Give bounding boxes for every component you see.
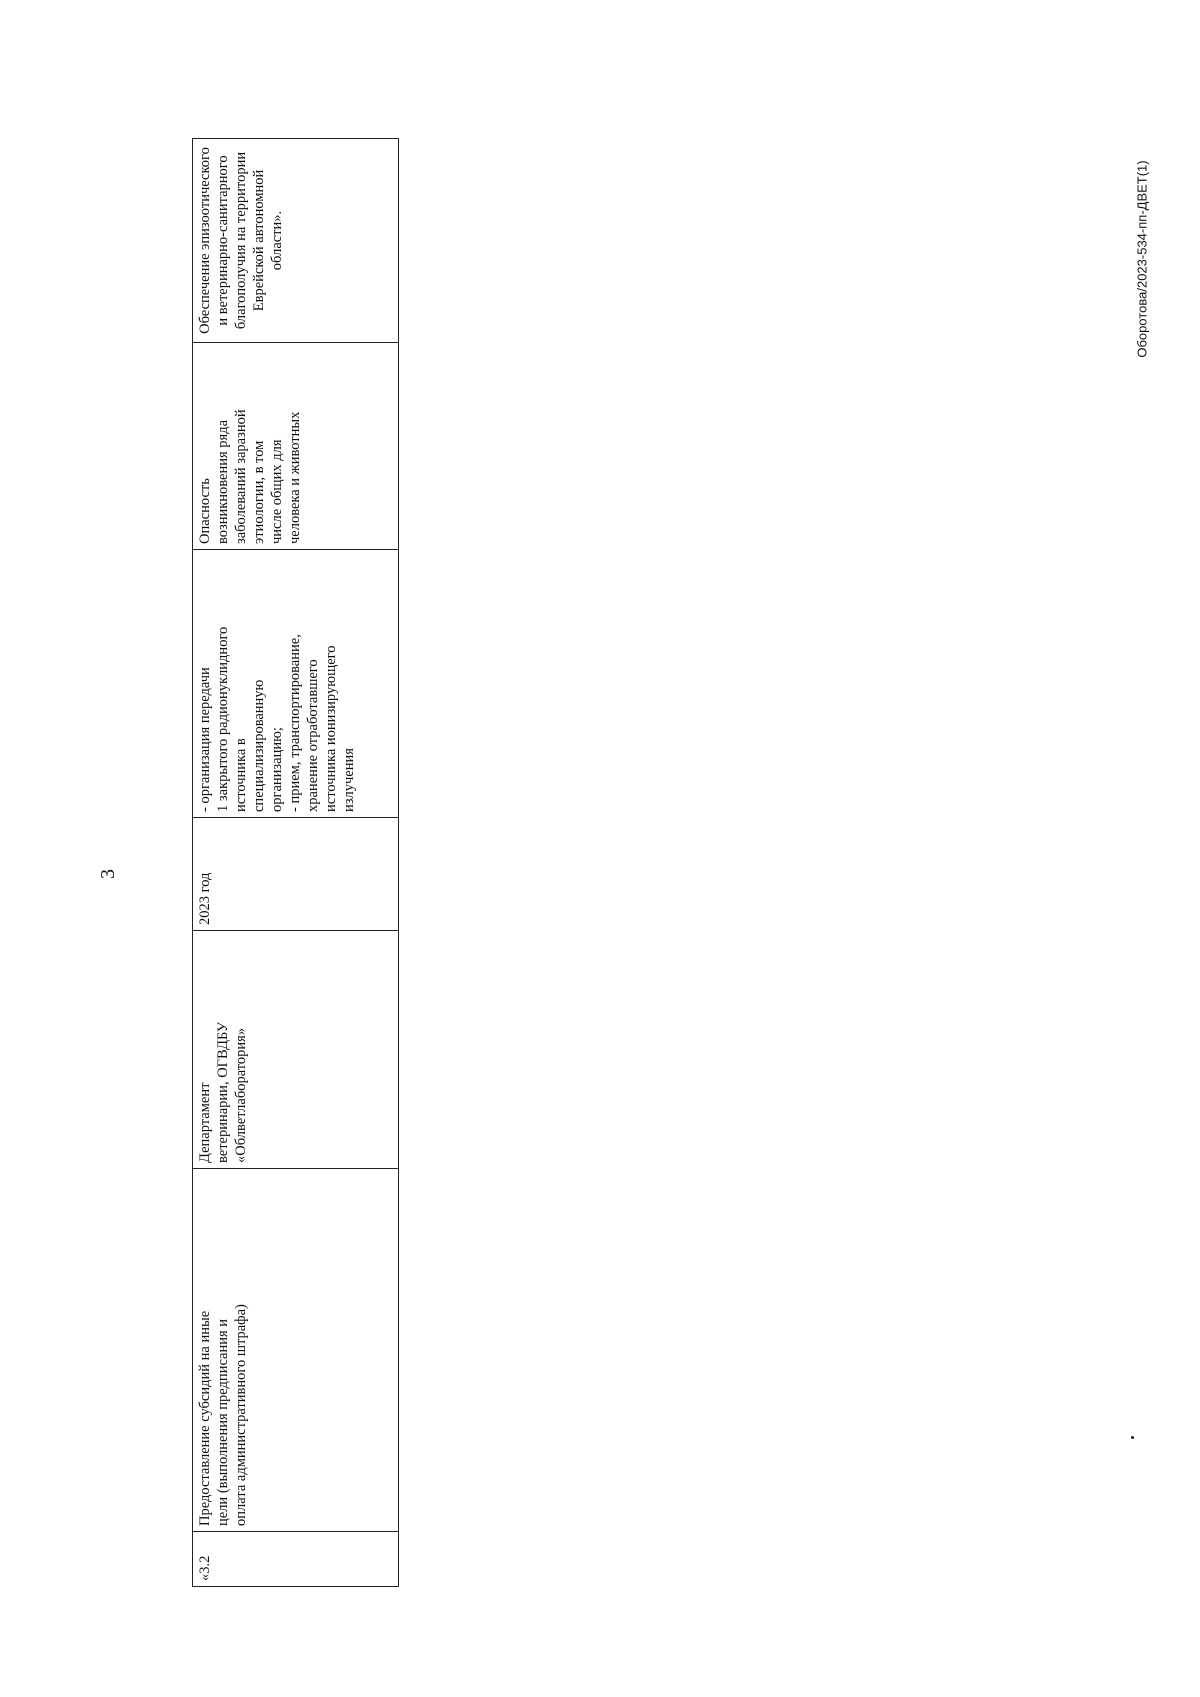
cell-term	[193, 818, 399, 931]
cell-executor	[193, 931, 399, 1169]
measures-table	[192, 138, 399, 1587]
cell-result	[193, 139, 399, 343]
page-number: 3	[97, 869, 119, 879]
cell-actions	[193, 550, 399, 818]
table-row	[193, 139, 399, 1587]
cell-row-number	[193, 1532, 399, 1587]
cell-event-name	[193, 1169, 399, 1532]
term-text: 2023 год	[197, 872, 213, 925]
row-number-text: «3.2	[197, 1555, 213, 1581]
risks-text: Опасность возникновения ряда заболеваний заразной этиологии, в том числе общих для человека и животных	[197, 409, 303, 544]
document-reference-text: Оборотова/2023-534-пп-ДВЕТ(1)	[1134, 160, 1150, 358]
event-name-text: Предоставление субсидий на иные цели (выполнения предписания и оплата административного штрафа)	[197, 1304, 249, 1526]
actions-text: - организация передачи 1 закрытого радионуклидного источника в специализированную организацию; - прием, транспортирование, хранение отработавшего источника ионизирующего излучения	[197, 626, 357, 812]
result-text: Обеспечение эпизоотического и ветеринарно-санитарного благополучия на территории Еврейской автономной области».	[197, 147, 285, 334]
cell-risks	[193, 343, 399, 550]
measures-table-wrapper	[192, 139, 398, 1587]
executor-text: Департамент ветеринарии, ОГВДБУ «Облветлаборатория»	[197, 1021, 249, 1163]
dot-mark	[1131, 1436, 1134, 1439]
